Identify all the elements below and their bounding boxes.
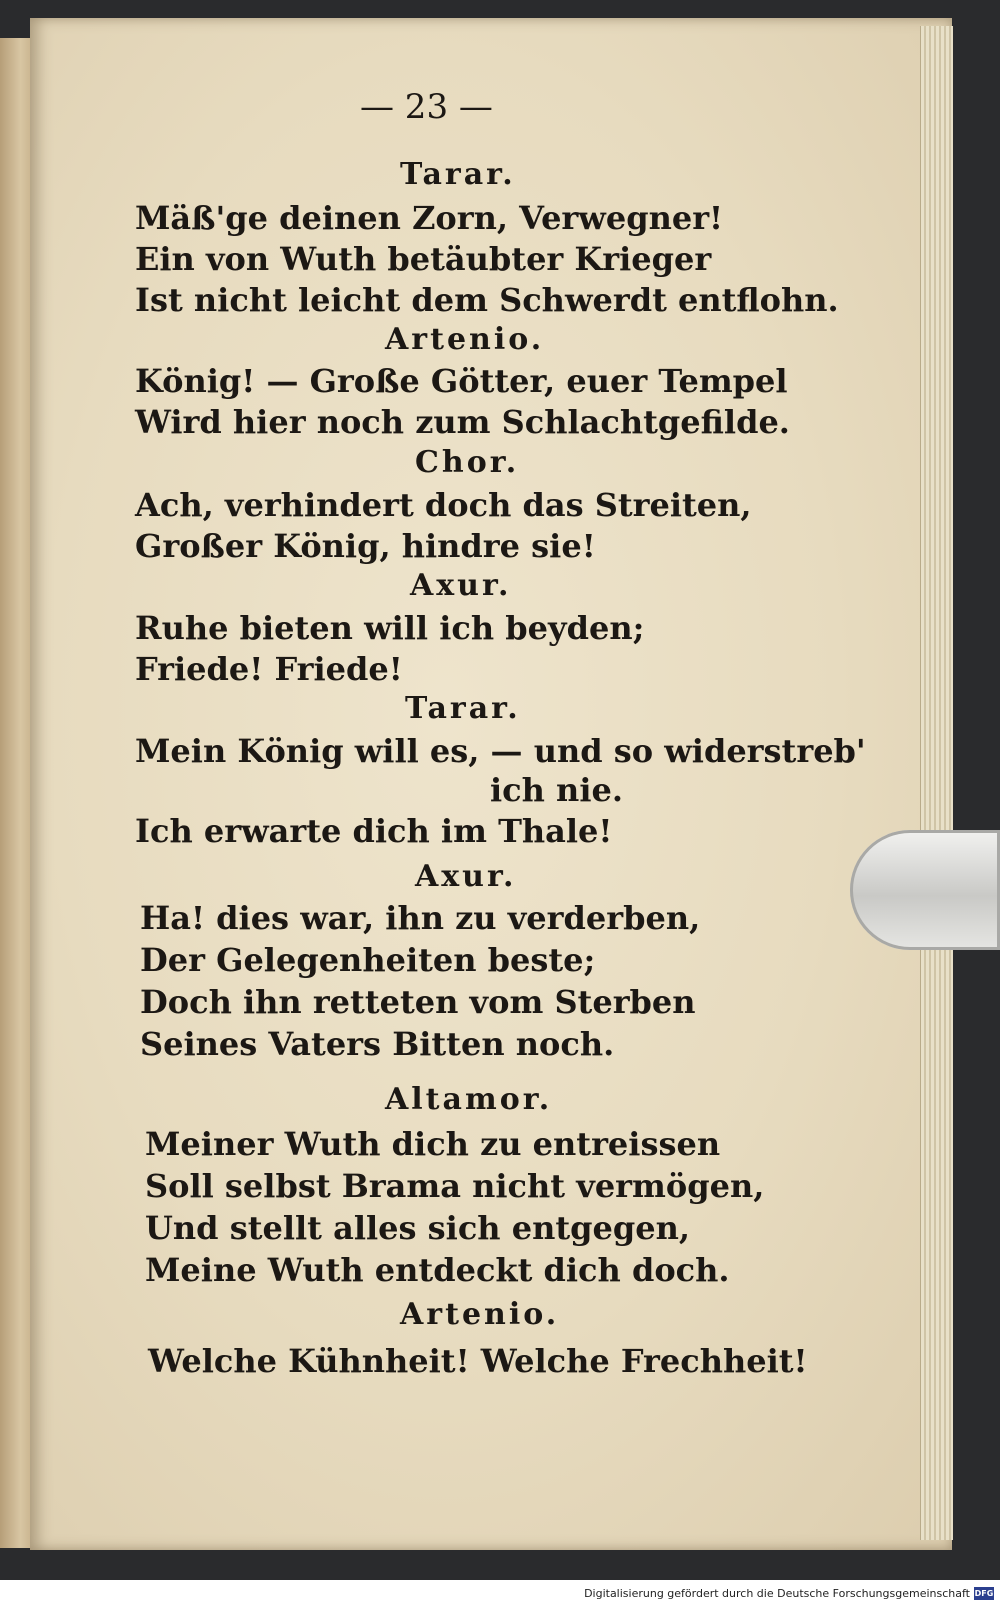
verse-line: Ha! dies war, ihn zu verderben,: [140, 899, 701, 937]
verse-line: Ach, verhindert doch das Streiten,: [135, 486, 752, 524]
verse-line: Großer König, hindre sie!: [135, 527, 596, 565]
verse-line: Ein von Wuth betäubter Krieger: [135, 240, 712, 278]
speaker-name: Chor.: [415, 445, 520, 480]
verse-line: Friede! Friede!: [135, 650, 403, 688]
verse-line: ich nie.: [490, 771, 623, 809]
verse-line: Mein König will es, — und so widerstreb': [135, 732, 866, 770]
speaker-name: Altamor.: [385, 1082, 553, 1117]
speaker-name: Artenio.: [385, 322, 545, 357]
funding-credit: Digitalisierung gefördert durch die Deutsche Forschungsgemeinschaft: [584, 1587, 970, 1600]
page-number: — 23 —: [360, 87, 493, 127]
verse-line: König! — Große Götter, euer Tempel: [135, 362, 788, 400]
verse-line: Welche Kühnheit! Welche Frechheit!: [148, 1342, 808, 1380]
verse-line: Soll selbst Brama nicht vermögen,: [145, 1167, 765, 1205]
verse-line: Doch ihn retteten vom Sterben: [140, 983, 696, 1021]
speaker-name: Axur.: [410, 568, 512, 603]
speaker-name: Axur.: [415, 859, 517, 894]
speaker-name: Artenio.: [400, 1297, 560, 1332]
verse-line: Und stellt alles sich entgegen,: [145, 1209, 690, 1247]
speaker-name: Tarar.: [400, 157, 516, 192]
verse-line: Ruhe bieten will ich beyden;: [135, 609, 645, 647]
verse-line: Meine Wuth entdeckt dich doch.: [145, 1251, 730, 1289]
verse-line: Meiner Wuth dich zu entreissen: [145, 1125, 721, 1163]
dfg-logo-icon: DFG: [974, 1589, 994, 1598]
verse-line: Ich erwarte dich im Thale!: [135, 812, 613, 850]
verse-line: Wird hier noch zum Schlachtgefilde.: [135, 403, 790, 441]
verse-line: Ist nicht leicht dem Schwerdt entflohn.: [135, 281, 839, 319]
verse-line: Seines Vaters Bitten noch.: [140, 1025, 615, 1063]
digitization-footer: [0, 1580, 1000, 1608]
verse-line: Der Gelegenheiten beste;: [140, 941, 596, 979]
speaker-name: Tarar.: [405, 691, 521, 726]
verse-line: Mäß'ge deinen Zorn, Verwegner!: [135, 199, 724, 237]
